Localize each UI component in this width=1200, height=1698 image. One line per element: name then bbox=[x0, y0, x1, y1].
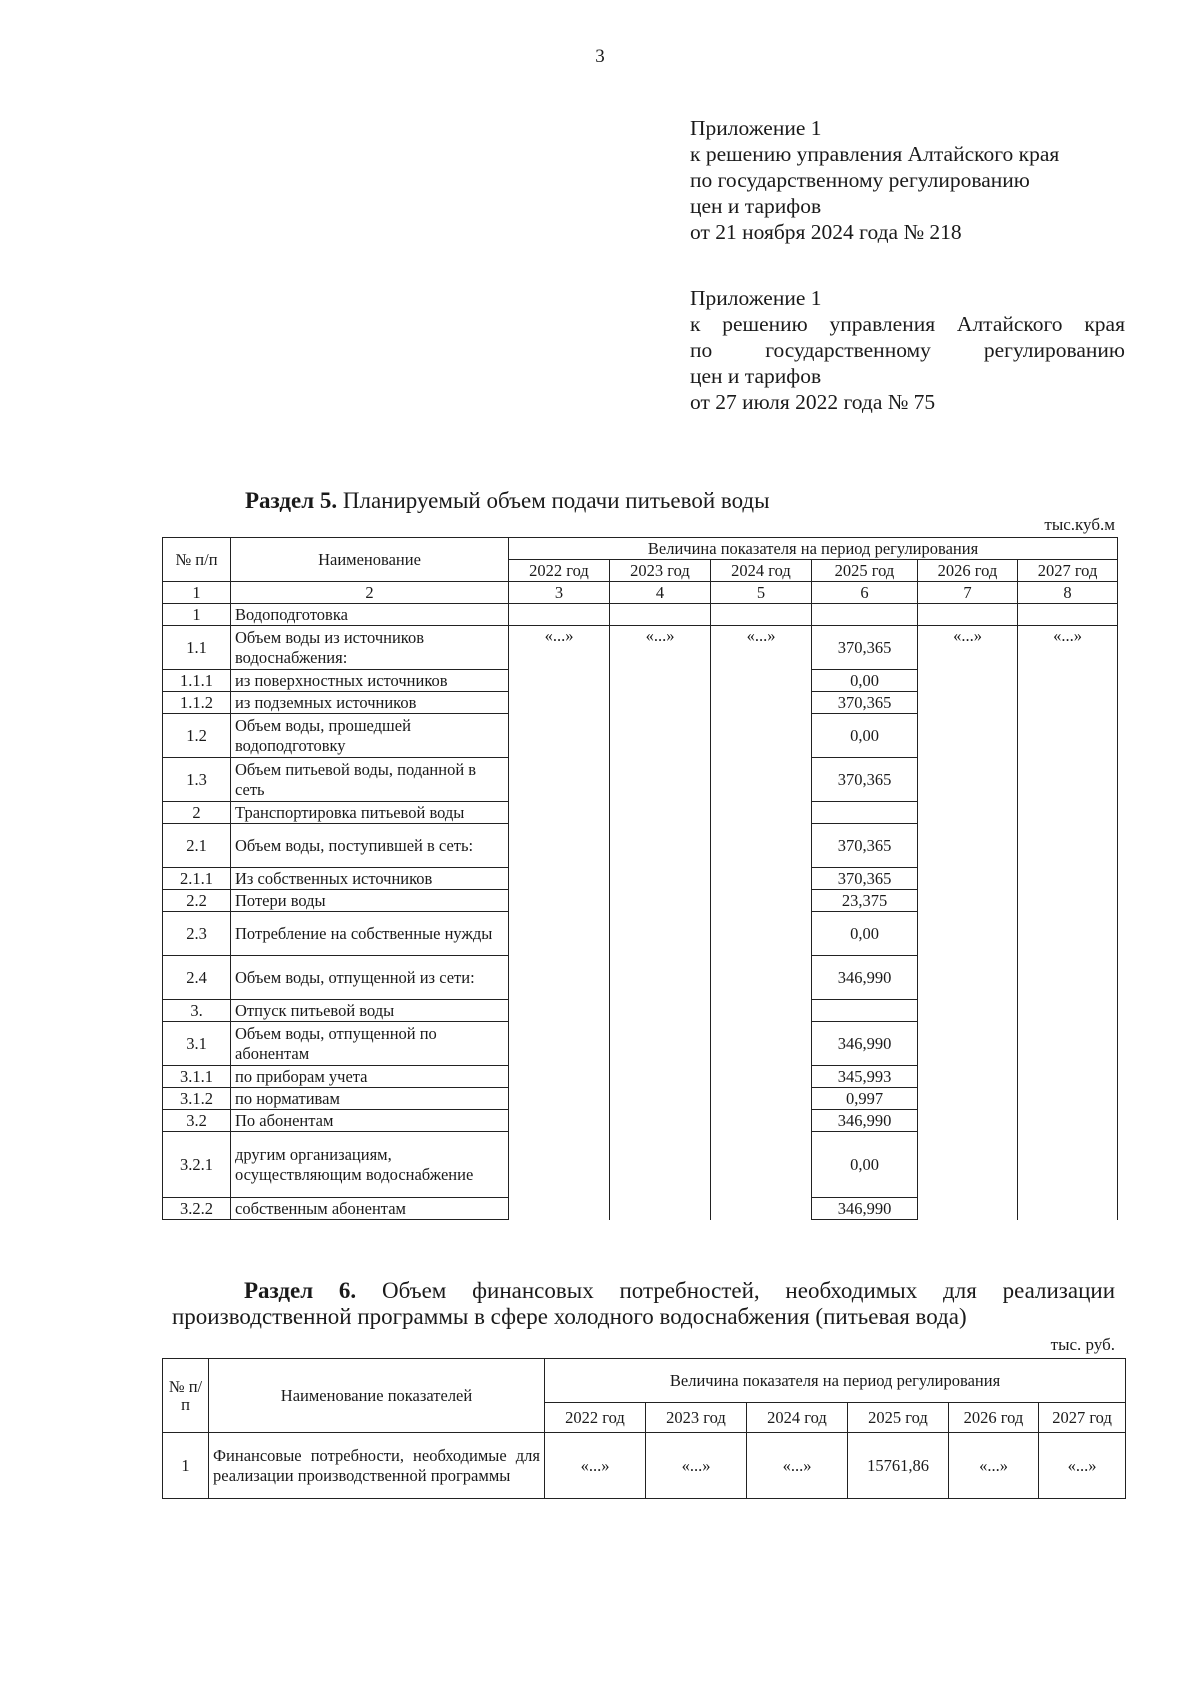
section6-title-bold: Раздел 6. bbox=[244, 1278, 357, 1303]
section5-table bbox=[162, 537, 1118, 1220]
row-number: 2 bbox=[163, 802, 231, 824]
col-number: 3 bbox=[509, 582, 610, 604]
annex-line: цен и тарифов bbox=[690, 194, 822, 218]
row-name: Объем воды, отпущенной из сети: bbox=[231, 956, 509, 1000]
row-number: 3.1.2 bbox=[163, 1088, 231, 1110]
value-cell: 370,365 bbox=[812, 626, 918, 670]
value-cell: 23,375 bbox=[812, 890, 918, 912]
section5-unit: тыс.куб.м bbox=[1044, 515, 1115, 534]
value-cell: 370,365 bbox=[812, 692, 918, 714]
col-header-year: 2022 год bbox=[509, 560, 610, 582]
value-cell: 346,990 bbox=[812, 956, 918, 1000]
page-number: 3 bbox=[595, 46, 605, 67]
ellipsis-cell: «...» bbox=[610, 626, 711, 1220]
value-cell: 0,00 bbox=[812, 912, 918, 956]
row-number: 3.2 bbox=[163, 1110, 231, 1132]
annex-line: по государственному регулированию bbox=[690, 338, 1125, 362]
row-name: по нормативам bbox=[231, 1088, 509, 1110]
col-header-period: Величина показателя на период регулирования bbox=[509, 538, 1118, 560]
annex-line: по государственному регулированию bbox=[690, 168, 1030, 192]
row-name: Объем питьевой воды, поданной в сеть bbox=[231, 758, 509, 802]
row-name: Объем воды, отпущенной по абонентам bbox=[231, 1022, 509, 1066]
row-number: 3.1 bbox=[163, 1022, 231, 1066]
row-name: из подземных источников bbox=[231, 692, 509, 714]
row-number: 1.2 bbox=[163, 714, 231, 758]
section6-title-line1 bbox=[172, 1278, 1115, 1304]
empty-cell bbox=[1018, 604, 1118, 626]
section6-title-text: Объем финансовых потребностей, необходимых для реализации bbox=[356, 1278, 1115, 1303]
annex-line: к решению управления Алтайского края bbox=[690, 142, 1060, 166]
col-number: 7 bbox=[918, 582, 1018, 604]
col-header-num: № п/п bbox=[163, 538, 231, 582]
annex-date: от 21 ноября 2024 года № 218 bbox=[690, 220, 962, 244]
col-header-num: № п/ п bbox=[163, 1359, 209, 1433]
col-number: 2 bbox=[231, 582, 509, 604]
row-number: 2.2 bbox=[163, 890, 231, 912]
row-name: другим организациям, осуществляющим водоснабжение bbox=[231, 1132, 509, 1198]
value-cell: 0,00 bbox=[812, 1132, 918, 1198]
value-cell bbox=[812, 604, 918, 626]
row-name: Объем воды, прошедшей водоподготовку bbox=[231, 714, 509, 758]
ellipsis-cell: «...» bbox=[509, 626, 610, 1220]
col-header-period: Величина показателя на период регулирования bbox=[545, 1359, 1126, 1403]
row-number: 3.1.1 bbox=[163, 1066, 231, 1088]
value-cell: «...» bbox=[949, 1433, 1039, 1499]
col-header-year: 2026 год bbox=[949, 1403, 1039, 1433]
row-number: 1 bbox=[163, 1433, 209, 1499]
row-number: 1.1 bbox=[163, 626, 231, 670]
section5-title-bold: Раздел 5. bbox=[245, 488, 338, 513]
row-name: из поверхностных источников bbox=[231, 670, 509, 692]
table-row bbox=[163, 626, 1118, 670]
empty-cell bbox=[918, 604, 1018, 626]
row-name: Потери воды bbox=[231, 890, 509, 912]
ellipsis-cell: «...» bbox=[711, 626, 812, 1220]
col-number: 6 bbox=[812, 582, 918, 604]
row-number: 3. bbox=[163, 1000, 231, 1022]
row-number: 2.1.1 bbox=[163, 868, 231, 890]
value-cell: «...» bbox=[545, 1433, 646, 1499]
col-header-name: Наименование показателей bbox=[209, 1359, 545, 1433]
value-cell: «...» bbox=[646, 1433, 747, 1499]
ellipsis-cell: «...» bbox=[918, 626, 1018, 1220]
value-cell: 370,365 bbox=[812, 758, 918, 802]
value-cell: 346,990 bbox=[812, 1022, 918, 1066]
value-cell: «...» bbox=[1039, 1433, 1126, 1499]
row-number: 2.4 bbox=[163, 956, 231, 1000]
row-name: по приборам учета bbox=[231, 1066, 509, 1088]
value-cell: 0,997 bbox=[812, 1088, 918, 1110]
col-header-year: 2027 год bbox=[1018, 560, 1118, 582]
row-name: Объем воды, поступившей в сеть: bbox=[231, 824, 509, 868]
empty-cell bbox=[509, 604, 610, 626]
col-header-year: 2024 год bbox=[747, 1403, 848, 1433]
value-cell: 370,365 bbox=[812, 868, 918, 890]
row-name: Водоподготовка bbox=[231, 604, 509, 626]
col-header-year: 2027 год bbox=[1039, 1403, 1126, 1433]
value-cell: 370,365 bbox=[812, 824, 918, 868]
col-number: 4 bbox=[610, 582, 711, 604]
section6-title-line2: производственной программы в сфере холодного водоснабжения (питьевая вода) bbox=[172, 1304, 967, 1329]
row-number: 1.3 bbox=[163, 758, 231, 802]
col-header-year: 2023 год bbox=[610, 560, 711, 582]
table-row bbox=[163, 604, 1118, 626]
row-name: Отпуск питьевой воды bbox=[231, 1000, 509, 1022]
value-cell bbox=[812, 1000, 918, 1022]
value-cell: 345,993 bbox=[812, 1066, 918, 1088]
row-name: Потребление на собственные нужды bbox=[231, 912, 509, 956]
col-header-year: 2022 год bbox=[545, 1403, 646, 1433]
col-header-year: 2025 год bbox=[848, 1403, 949, 1433]
value-cell: 0,00 bbox=[812, 670, 918, 692]
row-number: 1.1.1 bbox=[163, 670, 231, 692]
row-number: 2.3 bbox=[163, 912, 231, 956]
empty-cell bbox=[711, 604, 812, 626]
row-number: 2.1 bbox=[163, 824, 231, 868]
annex-header-new bbox=[690, 115, 1125, 245]
annex-line: цен и тарифов bbox=[690, 364, 822, 388]
value-cell: 15761,86 bbox=[848, 1433, 949, 1499]
section5-title bbox=[245, 488, 770, 514]
row-number: 1.1.2 bbox=[163, 692, 231, 714]
annex-date: от 27 июля 2022 года № 75 bbox=[690, 390, 936, 414]
annex-line: к решению управления Алтайского края bbox=[690, 312, 1125, 336]
col-number: 8 bbox=[1018, 582, 1118, 604]
row-name: По абонентам bbox=[231, 1110, 509, 1132]
row-name: Из собственных источников bbox=[231, 868, 509, 890]
value-cell: 346,990 bbox=[812, 1198, 918, 1220]
annex-header-old bbox=[690, 285, 1125, 415]
annex-title: Приложение 1 bbox=[690, 116, 822, 140]
ellipsis-cell: «...» bbox=[1018, 626, 1118, 1220]
row-name: Объем воды из источников водоснабжения: bbox=[231, 626, 509, 670]
row-number: 3.2.1 bbox=[163, 1132, 231, 1198]
col-number: 1 bbox=[163, 582, 231, 604]
row-name: собственным абонентам bbox=[231, 1198, 509, 1220]
section6-table bbox=[162, 1358, 1126, 1499]
col-number: 5 bbox=[711, 582, 812, 604]
value-cell: 346,990 bbox=[812, 1110, 918, 1132]
row-name: Транспортировка питьевой воды bbox=[231, 802, 509, 824]
col-header-name: Наименование bbox=[231, 538, 509, 582]
annex-title: Приложение 1 bbox=[690, 286, 822, 310]
col-header-year: 2025 год bbox=[812, 560, 918, 582]
section6-title bbox=[172, 1278, 1115, 1330]
section6-unit: тыс. руб. bbox=[1050, 1335, 1115, 1354]
value-cell bbox=[812, 802, 918, 824]
empty-cell bbox=[610, 604, 711, 626]
col-header-year: 2024 год bbox=[711, 560, 812, 582]
section5-title-text: Планируемый объем подачи питьевой воды bbox=[337, 488, 770, 513]
col-header-year: 2026 год bbox=[918, 560, 1018, 582]
value-cell: 0,00 bbox=[812, 714, 918, 758]
row-number: 3.2.2 bbox=[163, 1198, 231, 1220]
col-header-year: 2023 год bbox=[646, 1403, 747, 1433]
row-number: 1 bbox=[163, 604, 231, 626]
value-cell: «...» bbox=[747, 1433, 848, 1499]
row-name: Финансовые потребности, необходимые для реализации производственной программы bbox=[209, 1433, 545, 1499]
